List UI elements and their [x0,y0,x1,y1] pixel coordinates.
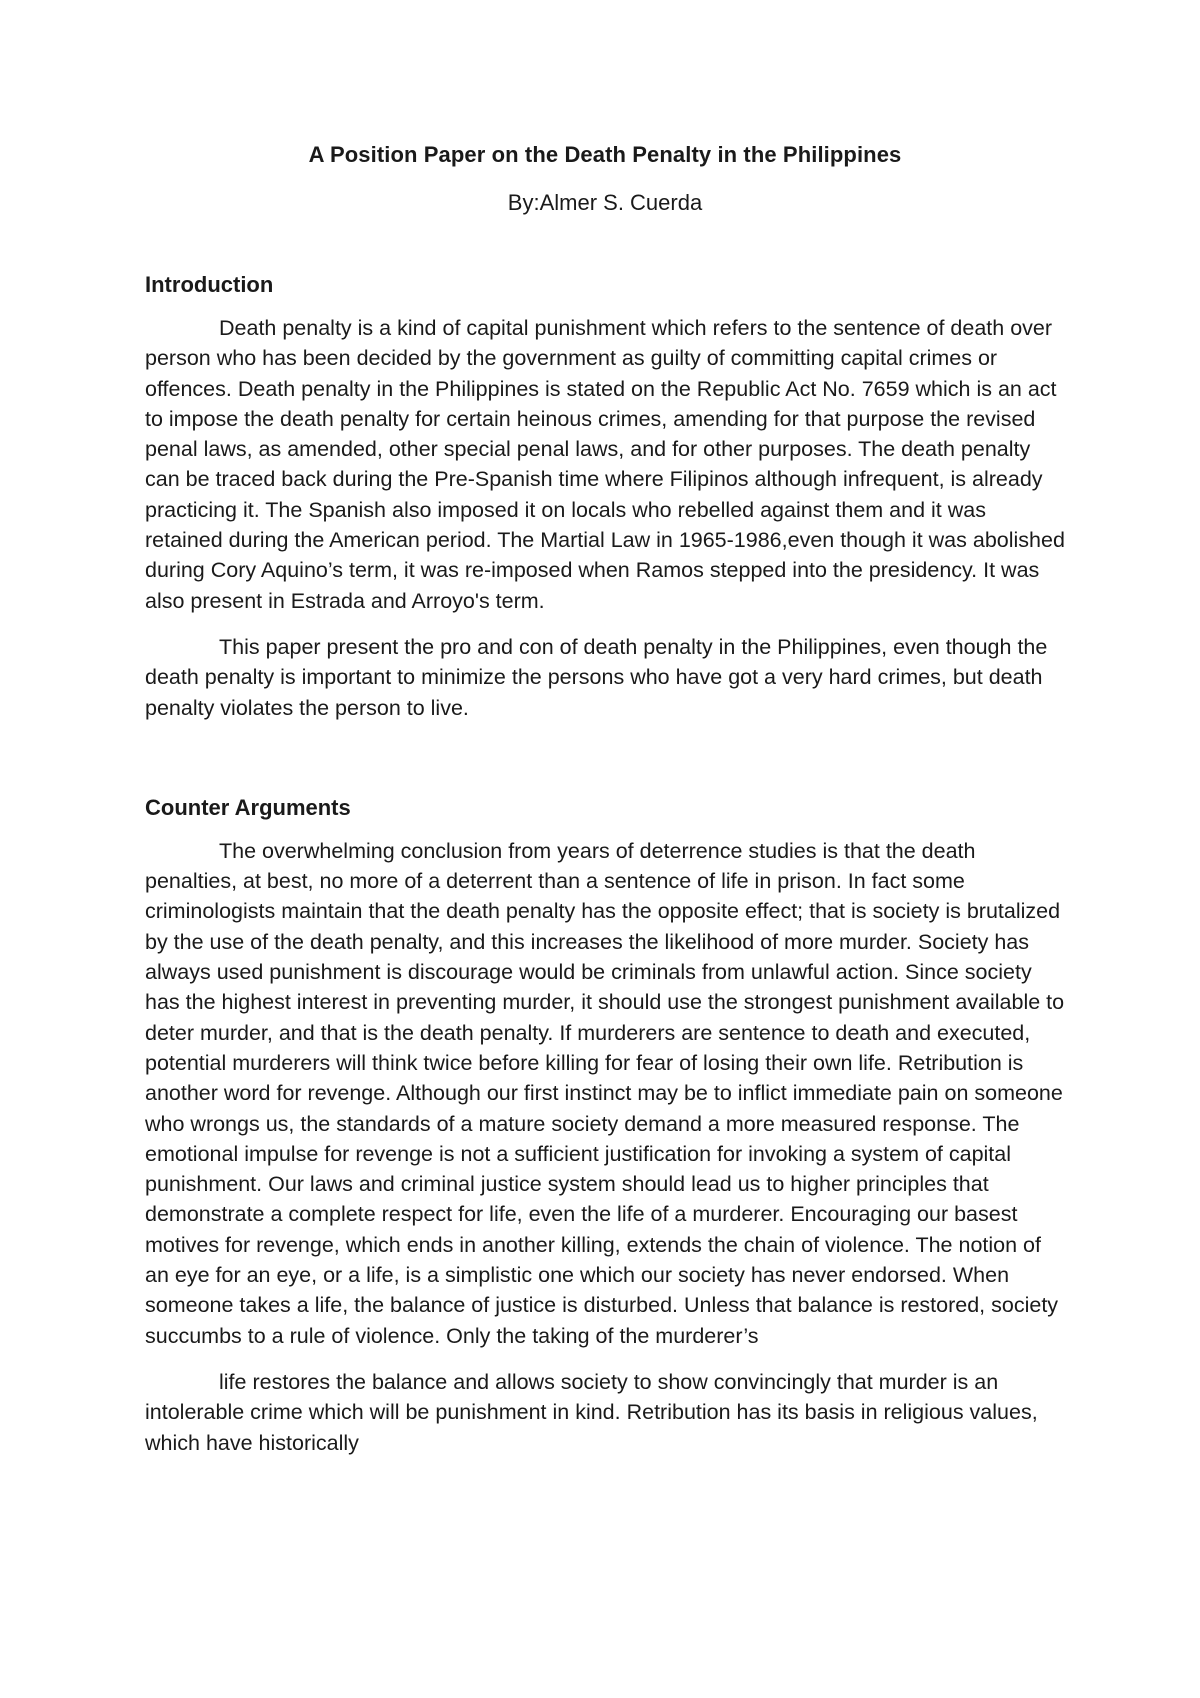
section-heading-counter-arguments: Counter Arguments [145,794,351,820]
document-body [145,140,1065,1458]
counter-arguments-paragraph-1: The overwhelming conclusion from years of deterrence studies is that the death penalties, at best, no more of a deterrent than a sentence of life in prison. In fact some criminologists maintain that the death penalty has the opposite effect; that is society is brutalized by the use of the death penalty, and this increases the likelihood of more murder. Society has always used punishment is discourage would be criminals from unlawful action. Since society has the highest interest in preventing murder, it should use the strongest punishment available to deter murder, and that is the death penalty. If murderers are sentence to death and executed, potential murderers will think twice before killing for fear of losing their own life. Retribution is another word for revenge. Although our first instinct may be to inflict immediate pain on someone who wrongs us, the standards of a mature society demand a more measured response. The emotional impulse for revenge is not a sufficient justification for invoking a system of capital punishment. Our laws and criminal justice system should lead us to higher principles that demonstrate a complete respect for life, even the life of a murderer. Encouraging our basest motives for revenge, which ends in another killing, extends the chain of violence. The notion of an eye for an eye, or a life, is a simplistic one which our society has never endorsed. When someone takes a life, the balance of justice is disturbed. Unless that balance is restored, society succumbs to a rule of violence. Only the taking of the murderer’s [145,838,1065,1348]
author-byline: By:Almer S. Cuerda [507,190,703,215]
introduction-paragraph-2: This paper present the pro and con of death penalty in the Philippines, even though the death penalty is important to minimize the persons who have got a very hard crimes, but death penalty violates the person to live. [145,634,1048,720]
introduction-paragraph-1: Death penalty is a kind of capital punishment which refers to the sentence of death over person who has been decided by the government as guilty of committing capital crimes or offences. Death penalty in the Philippines is stated on the Republic Act No. 7659 which is an act to impose the death penalty for certain heinous crimes, amending for that purpose the revised penal laws, as amended, other special penal laws, and for other purposes. The death penalty can be traced back during the Pre-Spanish time where Filipinos although infrequent, is already practicing it. The Spanish also imposed it on locals who rebelled against them and it was retained during the American period. The Martial Law in 1965-1986,even though it was abolished during Cory Aquino’s term, it was re-imposed when Ramos stepped into the presidency. It was also present in Estrada and Arroyo's term. [145,316,1065,613]
section-heading-introduction: Introduction [145,272,274,297]
counter-arguments-paragraph-2: life restores the balance and allows society to show convincingly that murder is an intolerable crime which will be punishment in kind. Retribution has its basis in religious values, which have historically [145,1369,1038,1455]
document-title: A Position Paper on the Death Penalty in the Philippines [308,142,902,167]
